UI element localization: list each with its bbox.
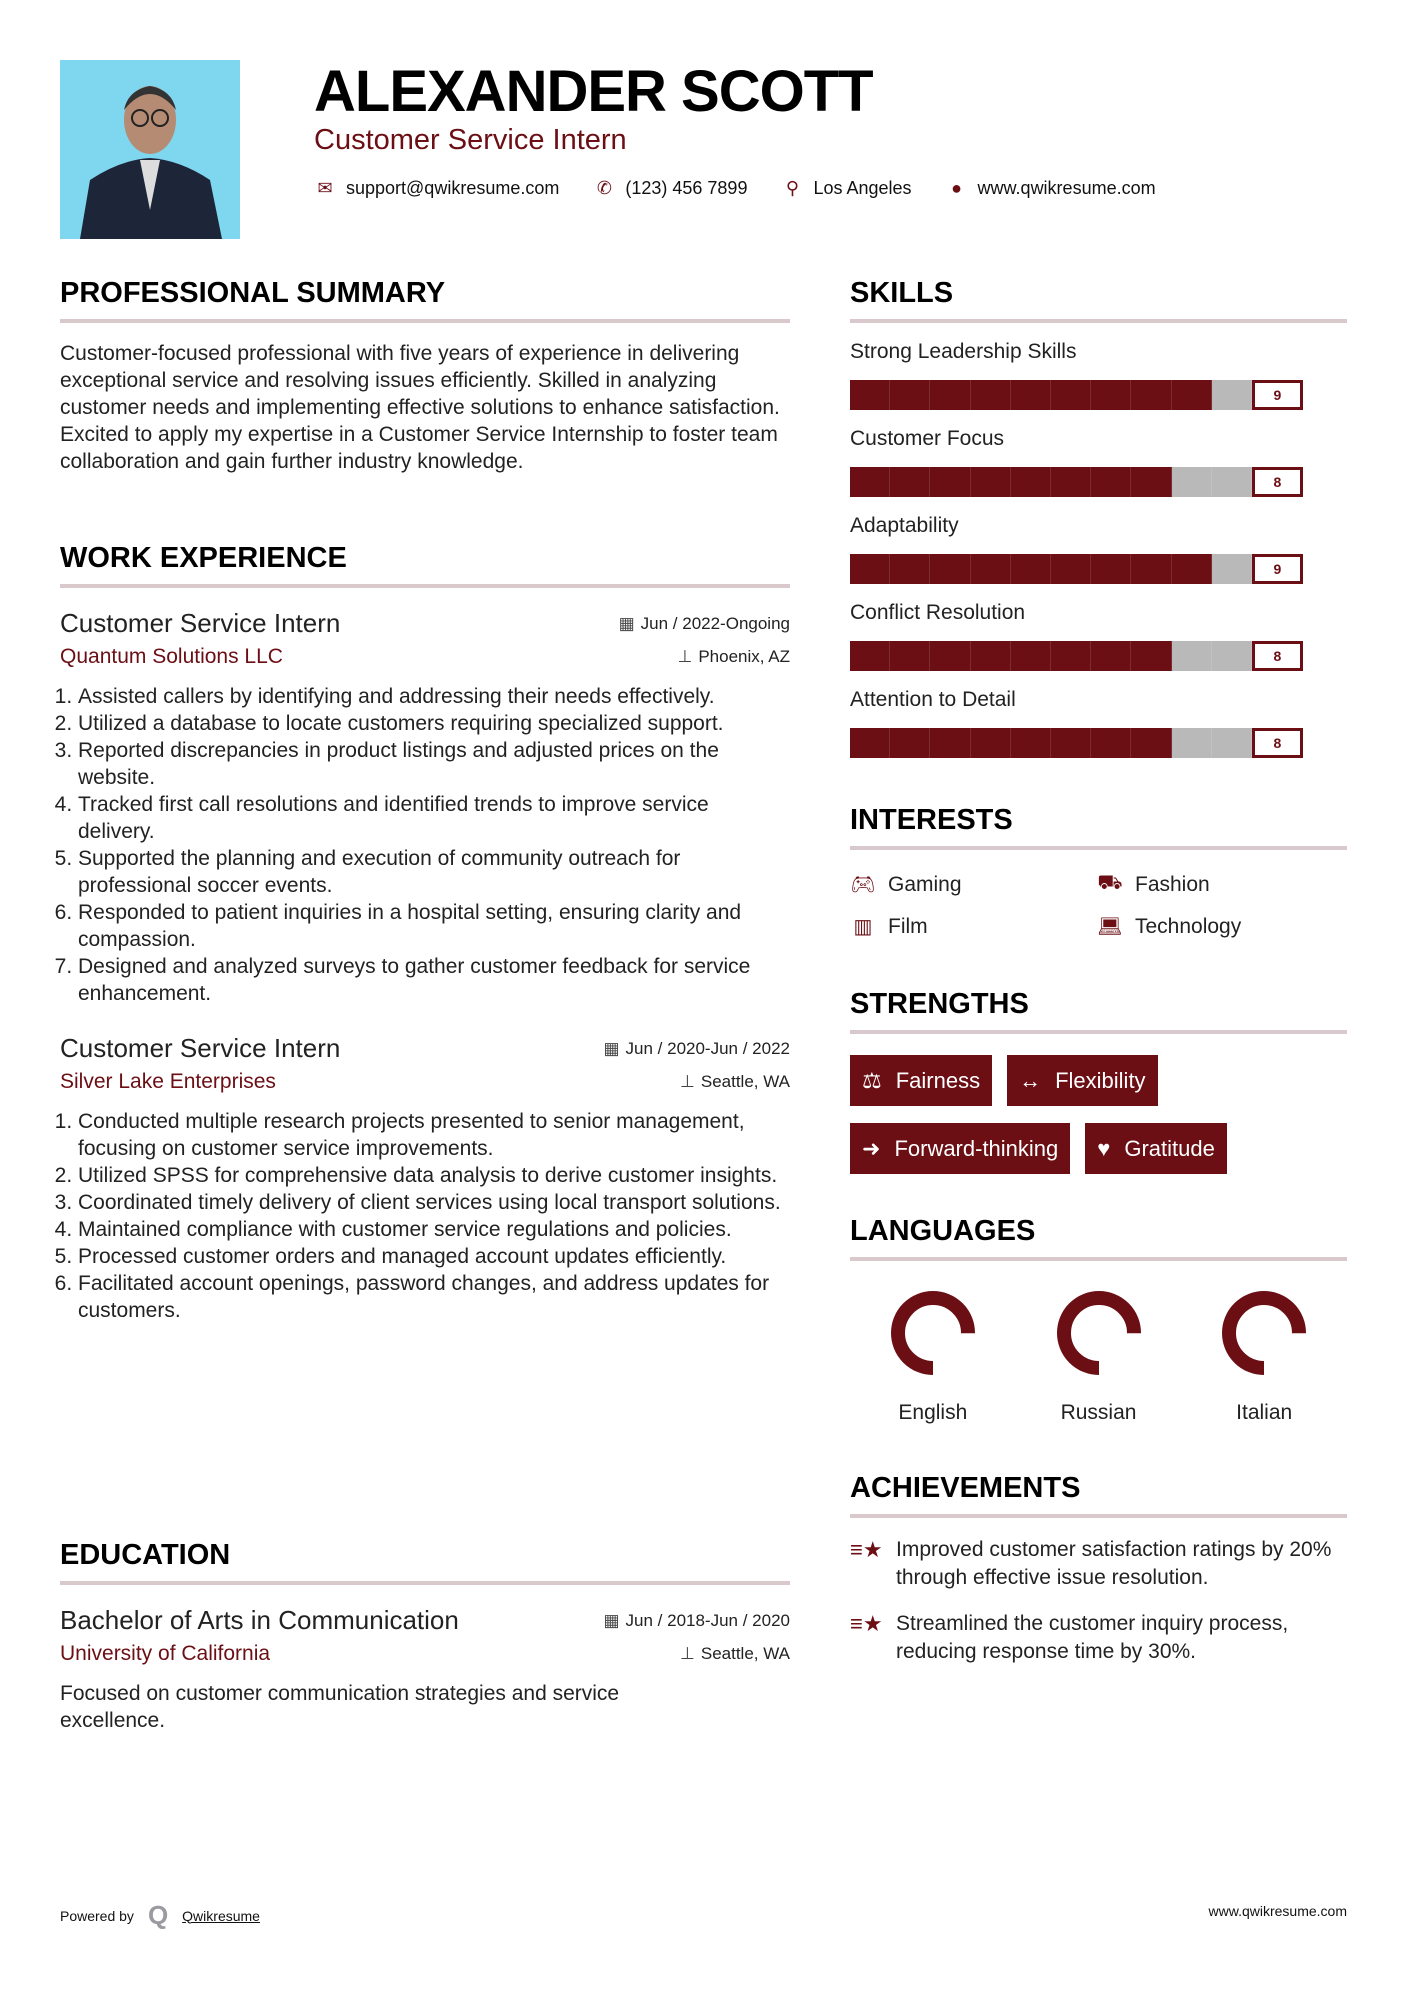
map-marker-icon: ⚲	[785, 178, 800, 198]
skill-segment	[890, 467, 930, 497]
language-item	[1181, 1283, 1347, 1425]
section-heading: LANGUAGES	[850, 1215, 1036, 1247]
divider	[60, 584, 790, 588]
skill-bar	[850, 467, 1347, 497]
job-location: Phoenix, AZ	[698, 647, 790, 666]
achievement-item	[850, 1536, 1347, 1592]
calendar-icon: ▦	[603, 1610, 620, 1630]
footer-left	[60, 1900, 260, 1931]
skill-name: Customer Focus	[850, 427, 1005, 450]
powered-by: Powered by	[60, 1907, 134, 1924]
laptop-icon: 💻︎	[1097, 916, 1123, 938]
school: University of California	[60, 1642, 271, 1665]
language-level-ring	[883, 1283, 983, 1383]
skill-bar	[850, 728, 1347, 758]
skill-segment	[850, 641, 890, 671]
skill-segment	[850, 467, 890, 497]
divider	[850, 1514, 1347, 1518]
skill-segment	[930, 467, 970, 497]
skill-segment	[930, 554, 970, 584]
job-entry	[60, 608, 790, 1007]
skill-segment	[850, 380, 890, 410]
pushpin-icon: ⊥	[677, 647, 693, 666]
section-heading: STRENGTHS	[850, 988, 1029, 1020]
skill-segment	[850, 728, 890, 758]
skill-segment	[1131, 380, 1171, 410]
job-bullets	[60, 683, 790, 1007]
skill-score: 9	[1252, 554, 1303, 584]
education-dates: Jun / 2018-Jun / 2020	[625, 1610, 790, 1630]
skill-segment	[971, 641, 1011, 671]
balance-scale-icon: ⚖	[862, 1067, 882, 1093]
bullet-item: 3. Reported discrepancies in product listings and adjusted prices on the website.	[78, 737, 790, 791]
interest-item	[1097, 872, 1347, 897]
website[interactable]: www.qwikresume.com	[977, 178, 1156, 198]
interest-label: Technology	[1135, 914, 1242, 938]
skill-score: 8	[1252, 467, 1303, 497]
bullet-item: 6. Responded to patient inquiries in a hospital setting, ensuring clarity and compassion.	[78, 899, 790, 953]
star-icon: ≡★	[850, 1611, 883, 1636]
company-name: Silver Lake Enterprises	[60, 1070, 276, 1093]
education-description: Focused on customer communication strategies and service excellence.	[60, 1682, 620, 1732]
bullet-item: 5. Supported the planning and execution of community outreach for professional soccer events.	[78, 845, 790, 899]
skill-segment	[1131, 467, 1171, 497]
skill-segment	[1212, 641, 1252, 671]
bullet-item: 4. Maintained compliance with customer service regulations and policies.	[78, 1216, 790, 1243]
skill-segment	[1172, 728, 1212, 758]
bullet-item: 1. Conducted multiple research projects presented to senior management, focusing on customer service improvements.	[78, 1108, 790, 1162]
skill-segment	[1051, 641, 1091, 671]
language-item	[850, 1283, 1016, 1425]
skill-segment	[1011, 554, 1051, 584]
contact-bar	[314, 178, 1156, 199]
skill-segment	[1131, 641, 1171, 671]
languages-section	[850, 1215, 1347, 1425]
divider	[850, 846, 1347, 850]
skill-segment	[1091, 467, 1131, 497]
arrows-h-icon: ↔	[1019, 1067, 1042, 1093]
skill-segment	[1011, 380, 1051, 410]
education-location: Seattle, WA	[700, 1644, 790, 1663]
achievement-text: Improved customer satisfaction ratings by 20% through effective issue resolution.	[896, 1538, 1332, 1589]
skill-segment	[1212, 467, 1252, 497]
film-icon: ▥	[853, 916, 873, 938]
experience-section	[60, 542, 790, 1324]
divider	[850, 1030, 1347, 1034]
skill-name: Conflict Resolution	[850, 601, 1026, 624]
skill-bar	[850, 641, 1347, 671]
skill-name: Strong Leadership Skills	[850, 340, 1077, 363]
summary-text: Customer-focused professional with five years of experience in delivering exceptional service and resolving issues efficiently. Skilled in analyzing customer needs and implementing effective solutions to enhance satisfaction. Excited to apply my expertise in a Customer Service Internship to foster team collaboration and gain further industry knowledge.	[60, 342, 780, 473]
skill-segment	[890, 380, 930, 410]
skill-segment	[1172, 554, 1212, 584]
job-title: Customer Service Intern	[60, 608, 341, 638]
candidate-title: Customer Service Intern	[314, 124, 627, 156]
profile-photo	[60, 60, 240, 239]
skill-bar	[850, 554, 1347, 584]
phone: (123) 456 7899	[625, 178, 748, 198]
skills-section	[850, 277, 1347, 775]
skill-segment	[1091, 380, 1131, 410]
bullet-item: 5. Processed customer orders and managed account updates efficiently.	[78, 1243, 790, 1270]
divider	[60, 319, 790, 323]
strength-badge	[1085, 1123, 1227, 1174]
skill-score: 9	[1252, 380, 1303, 410]
job-location: Seattle, WA	[700, 1072, 790, 1091]
skill-segment	[930, 728, 970, 758]
skill-segment	[1051, 554, 1091, 584]
skill-segment	[930, 380, 970, 410]
job-entry	[60, 1033, 790, 1324]
language-level-ring	[1214, 1283, 1314, 1383]
arrow-right-icon: ➜	[862, 1135, 881, 1161]
interest-label: Film	[888, 914, 928, 938]
skill-segment	[1212, 554, 1252, 584]
skill-segment	[971, 554, 1011, 584]
bullet-item: 7. Designed and analyzed surveys to gather customer feedback for service enhancement.	[78, 953, 790, 1007]
skill-segment	[1131, 554, 1171, 584]
bullet-item: 1. Assisted callers by identifying and addressing their needs effectively.	[78, 683, 790, 710]
skill-segment	[971, 380, 1011, 410]
pushpin-icon: ⊥	[680, 1644, 695, 1663]
skill-segment	[1131, 728, 1171, 758]
achievement-text: Streamlined the customer inquiry process, reducing response time by 30%.	[896, 1612, 1289, 1663]
divider	[850, 319, 1347, 323]
summary-section	[60, 277, 790, 475]
strength-label: Flexibility	[1055, 1067, 1146, 1093]
calendar-icon: ▦	[618, 613, 635, 633]
skill-segment	[971, 467, 1011, 497]
interest-item	[850, 914, 1097, 939]
divider	[850, 1257, 1347, 1261]
language-name: Russian	[1060, 1401, 1137, 1424]
skill-name: Attention to Detail	[850, 688, 1016, 711]
skill-segment	[1212, 380, 1252, 410]
qwikresume-logo-icon: Q	[147, 1900, 169, 1930]
job-title: Customer Service Intern	[60, 1033, 341, 1063]
skill-segment	[1091, 641, 1131, 671]
achievement-item	[850, 1610, 1347, 1666]
calendar-icon: ▦	[603, 1038, 620, 1058]
job-dates: Jun / 2020-Jun / 2022	[625, 1038, 790, 1058]
strength-label: Gratitude	[1124, 1135, 1215, 1161]
skill-segment	[971, 728, 1011, 758]
strength-badge	[1007, 1055, 1157, 1106]
interest-label: Gaming	[888, 872, 962, 896]
interest-item	[850, 872, 1097, 897]
section-heading: EDUCATION	[60, 1539, 231, 1571]
skill-segment	[1212, 728, 1252, 758]
skill-segment	[1172, 641, 1212, 671]
skill-segment	[1051, 467, 1091, 497]
pushpin-icon: ⊥	[680, 1072, 695, 1091]
strength-label: Fairness	[895, 1067, 981, 1093]
skill-segment	[850, 554, 890, 584]
language-name: English	[898, 1401, 968, 1424]
interest-item	[1097, 914, 1347, 939]
skill-score: 8	[1252, 641, 1303, 671]
interest-label: Fashion	[1135, 872, 1210, 896]
heart-icon: ♥	[1097, 1135, 1111, 1161]
skill-segment	[890, 728, 930, 758]
skill-segment	[890, 554, 930, 584]
skill-score: 8	[1252, 728, 1303, 758]
bullet-item: 2. Utilized SPSS for comprehensive data analysis to derive customer insights.	[78, 1162, 790, 1189]
phone-icon: ✆	[596, 178, 612, 198]
section-heading: WORK EXPERIENCE	[60, 542, 347, 574]
skill-name: Adaptability	[850, 514, 959, 537]
skill-segment	[1172, 380, 1212, 410]
bullet-item: 4. Tracked first call resolutions and identified trends to improve service delivery.	[78, 791, 790, 845]
section-heading: PROFESSIONAL SUMMARY	[60, 277, 446, 309]
strengths-section	[850, 988, 1347, 1174]
skill-segment	[1172, 467, 1212, 497]
gamepad-icon: 🎮︎	[850, 874, 876, 896]
location: Los Angeles	[813, 178, 912, 198]
footer-website[interactable]: www.qwikresume.com	[1208, 1903, 1347, 1919]
skill-segment	[1011, 467, 1051, 497]
section-heading: SKILLS	[850, 277, 954, 309]
achievements-section	[850, 1472, 1347, 1666]
skill-segment	[890, 641, 930, 671]
job-dates: Jun / 2022-Ongoing	[640, 613, 790, 633]
skill-segment	[930, 641, 970, 671]
email[interactable]: support@qwikresume.com	[346, 178, 560, 198]
bullet-item: 6. Facilitated account openings, password changes, and address updates for customers.	[78, 1270, 790, 1324]
language-name: Italian	[1236, 1401, 1293, 1424]
section-heading: INTERESTS	[850, 804, 1013, 836]
skill-segment	[1091, 554, 1131, 584]
section-heading: ACHIEVEMENTS	[850, 1472, 1081, 1504]
bullet-item: 3. Coordinated timely delivery of client services using local transport solutions.	[78, 1189, 790, 1216]
strength-badge	[850, 1055, 992, 1106]
skill-segment	[1091, 728, 1131, 758]
envelope-icon: ✉	[317, 178, 333, 198]
skill-segment	[1051, 380, 1091, 410]
interests-section	[850, 804, 1347, 939]
company-name: Quantum Solutions LLC	[60, 645, 283, 668]
job-bullets	[60, 1108, 790, 1324]
candidate-name: ALEXANDER SCOTT	[314, 59, 873, 124]
star-icon: ≡★	[850, 1537, 883, 1562]
brand-link[interactable]: Qwikresume	[182, 1907, 260, 1924]
skill-bar	[850, 380, 1347, 410]
skill-segment	[1011, 728, 1051, 758]
degree: Bachelor of Arts in Communication	[60, 1605, 459, 1635]
skill-segment	[1011, 641, 1051, 671]
globe-icon: ●	[951, 178, 962, 198]
bullet-item: 2. Utilized a database to locate customers requiring specialized support.	[78, 710, 790, 737]
skill-segment	[1051, 728, 1091, 758]
strength-badge	[850, 1123, 1070, 1174]
shopping-bag-icon: ⛟	[1097, 872, 1123, 894]
divider	[60, 1581, 790, 1585]
strength-label: Forward-thinking	[894, 1135, 1059, 1161]
education-section	[60, 1539, 790, 1734]
language-item	[1016, 1283, 1182, 1425]
language-level-ring	[1049, 1283, 1149, 1383]
